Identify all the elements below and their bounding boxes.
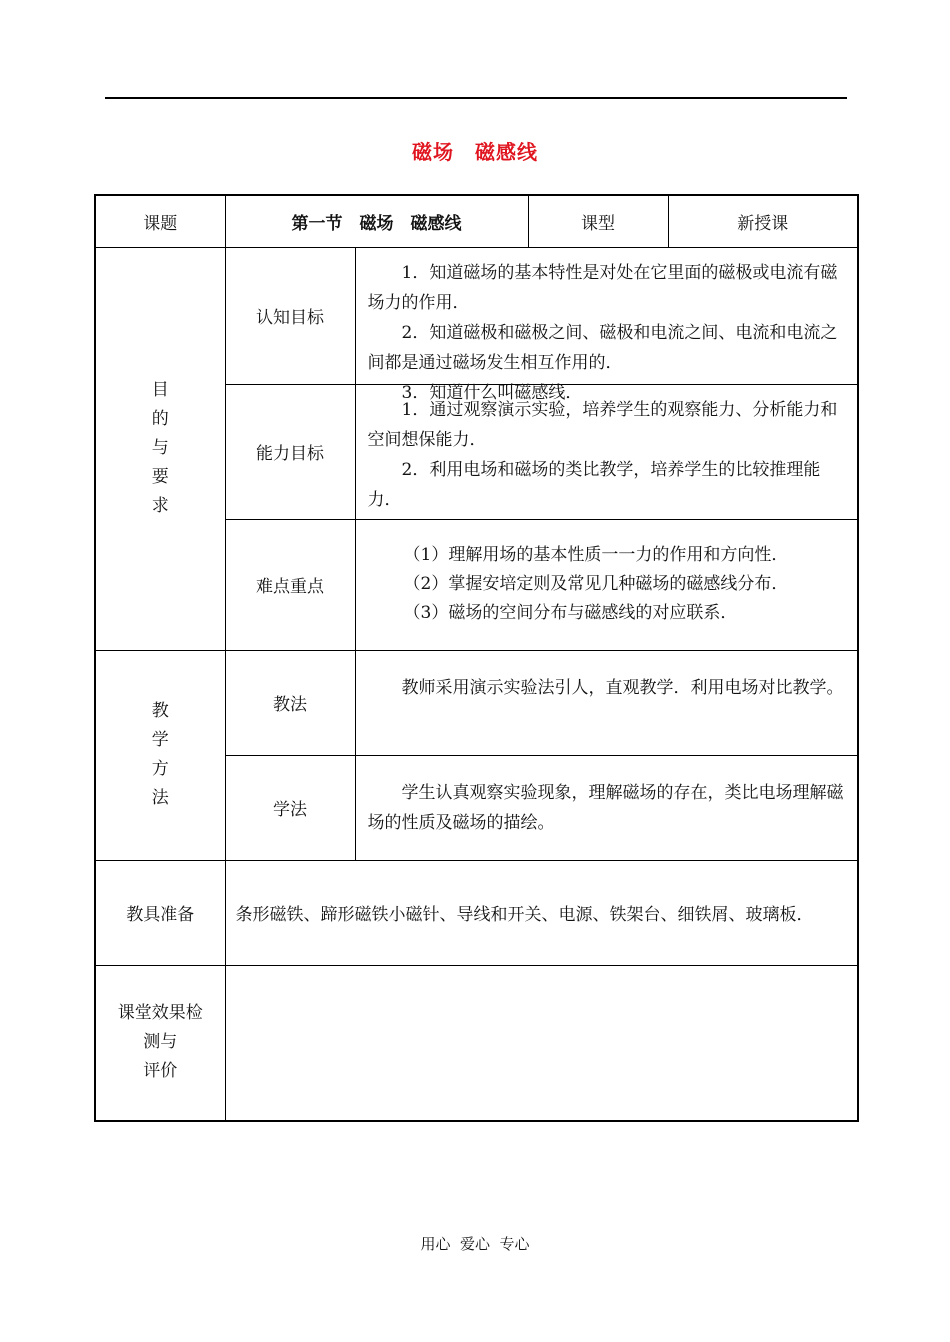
equipment-row <box>95 860 858 965</box>
keypoints-label: 难点重点 <box>225 519 355 650</box>
equipment-label: 教具准备 <box>95 860 225 965</box>
document-title: 磁场 磁感线 <box>412 140 538 164</box>
cognitive-item: 2．知道磁极和磁极之间、磁极和电流之间、电流和电流之间都是通过磁场发生相互作用的． <box>367 322 838 373</box>
learning-label: 学法 <box>225 755 355 860</box>
header-rule <box>105 97 847 99</box>
type-label: 课型 <box>528 195 668 247</box>
teaching-text: 教师采用演示实验法引人，直观教学．利用电场对比教学。 <box>401 677 844 698</box>
topic-row <box>95 195 858 247</box>
learning-content <box>355 755 858 860</box>
ability-item: 1．通过观察演示实验，培养学生的观察能力、分析能力和空间想保能力． <box>367 399 838 450</box>
cognitive-label: 认知目标 <box>225 247 355 384</box>
evaluation-row <box>95 965 858 1121</box>
cognitive-item: 3．知道什么叫磁感线． <box>401 382 583 403</box>
page-footer: 用心 爱心 专心 <box>420 1235 530 1253</box>
evaluation-content <box>225 965 858 1121</box>
learning-text: 学生认真观察实验现象，理解磁场的存在，类比电场理解磁场的性质及磁场的描绘。 <box>367 782 844 833</box>
keypoint-item: （1）理解用场的基本性质一一力的作用和方向性． <box>403 545 789 565</box>
evaluation-label: 课堂效果检 测与 评价 <box>95 965 225 1121</box>
cognitive-content <box>355 247 858 403</box>
keypoint-item: （3）磁场的空间分布与磁感线的对应联系． <box>403 603 738 623</box>
teaching-label: 教法 <box>225 650 355 755</box>
ability-item: 2．利用电场和磁场的类比教学，培养学生的比较推理能力． <box>367 459 821 510</box>
teaching-method-row <box>95 650 858 755</box>
cognitive-item: 1．知道磁场的基本特性是对处在它里面的磁极或电流有磁场力的作用． <box>367 262 838 313</box>
type-value: 新授课 <box>668 195 858 247</box>
equipment-content: 条形磁铁、蹄形磁铁小磁针、导线和开关、电源、铁架台、细铁屑、玻璃板． <box>225 860 858 965</box>
ability-label: 能力目标 <box>225 384 355 519</box>
lesson-plan-table <box>94 194 859 1122</box>
method-label: 教 学 方 法 <box>95 650 225 860</box>
cognitive-row <box>95 247 858 384</box>
topic-label: 课题 <box>95 195 225 247</box>
topic-value: 第一节 磁场 磁感线 <box>225 195 528 247</box>
goals-label: 目 的 与 要 求 <box>95 247 225 650</box>
teaching-content <box>355 650 858 755</box>
keypoint-item: （2）掌握安培定则及常见几种磁场的磁感线分布． <box>403 574 789 594</box>
keypoints-content <box>355 519 858 650</box>
ability-content <box>355 384 858 519</box>
